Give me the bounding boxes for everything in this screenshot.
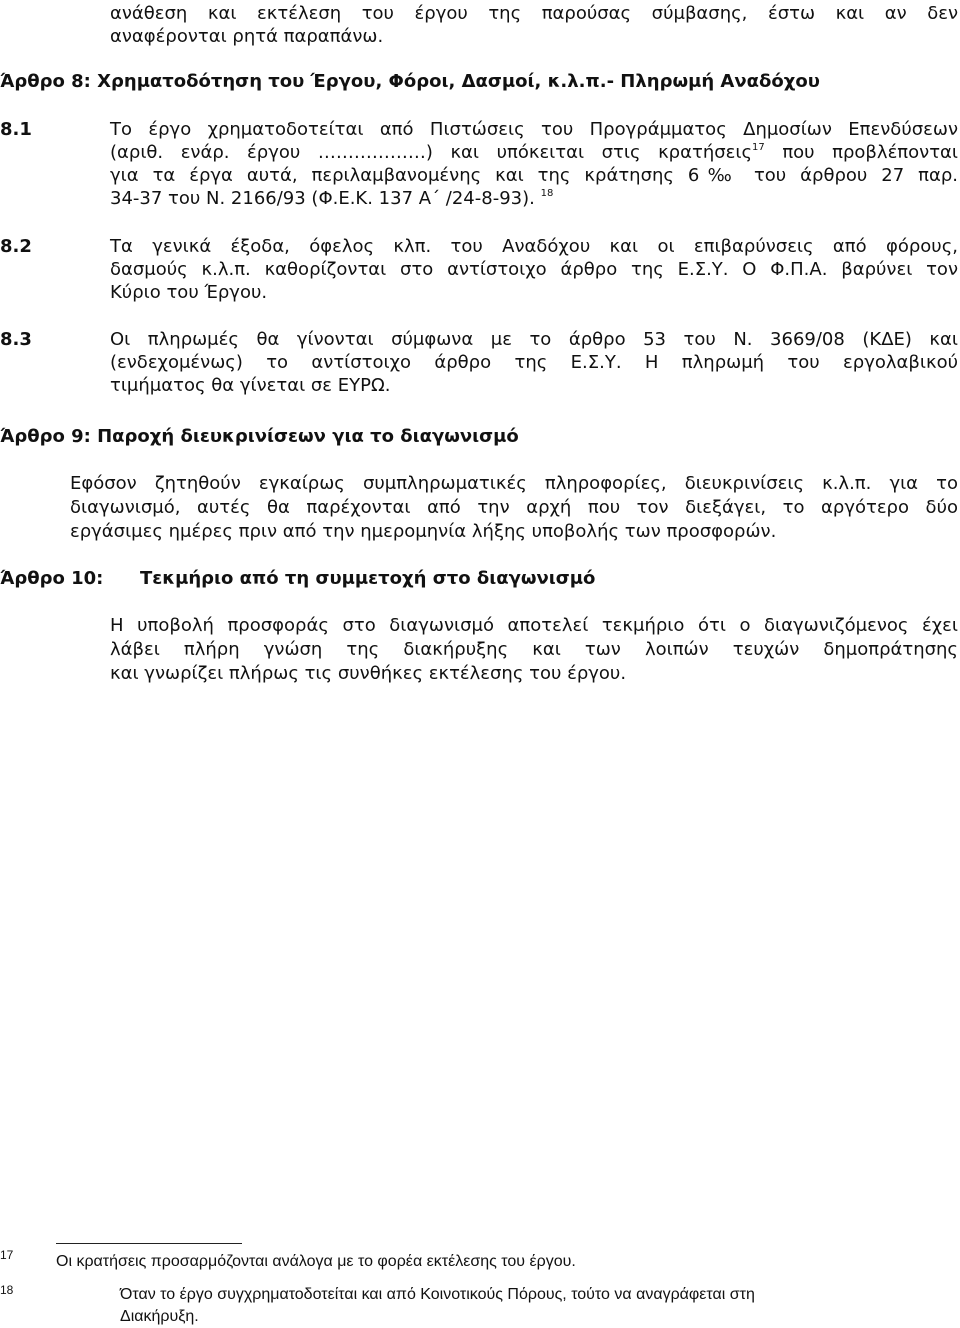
article-9-line-1: Εφόσον ζητηθούν εγκαίρως συμπληρωματικές πληροφορίες, διευκρινίσεις κ.λ.π. για το (70, 473, 958, 494)
paragraph-8-2-line-3: Κύριο του Έργου. (110, 282, 268, 303)
paragraph-8-1-line-3: για τα έργα αυτά, περιλαμβανομένης και της κράτησης 6‰ του άρθρου 27 παρ. (110, 165, 958, 186)
article-9-line-3: εργάσιμες ημέρες πριν από την ημερομηνία λήξης υποβολής των προσφορών. (70, 521, 777, 542)
footnote-18-number: 18 (0, 1283, 14, 1297)
article-10-label: Άρθρο 10: (0, 568, 104, 589)
article-10-line-3: και γνωρίζει πλήρως τις συνθήκες εκτέλεσης του έργου. (110, 663, 627, 684)
footnote-17-text: Οι κρατήσεις προσαρμόζονται ανάλογα με το φορέα εκτέλεσης του έργου. (56, 1253, 576, 1270)
paragraph-8-2-line-2: δασμούς κ.λ.π. καθορίζονται στο αντίστοιχο άρθρο της Ε.Σ.Υ. Ο Φ.Π.Α. βαρύνει τον (110, 259, 958, 280)
paragraph-8-3-line-2: (ενδεχομένως) το αντίστοιχο άρθρο της Ε.Σ.Υ. Η πληρωμή του εργολαβικού (110, 352, 958, 373)
paragraph-8-1-line-1: Το έργο χρηματοδοτείται από Πιστώσεις του Προγράμματος Δημοσίων Επενδύσεων (110, 119, 958, 140)
paragraph-8-1-line-4 (110, 187, 553, 210)
intro-line-1: ανάθεση και εκτέλεση του έργου της παρούσας σύμβασης, έστω και αν δεν (110, 3, 958, 24)
article-9-heading: Άρθρο 9: Παροχή διευκρινίσεων για το διαγωνισμό (0, 426, 519, 447)
paragraph-8-1-number: 8.1 (0, 119, 32, 140)
paragraph-8-2-number: 8.2 (0, 236, 32, 257)
footnote-ref-18: 18 (540, 188, 554, 199)
article-9-line-2: διαγωνισμό, αυτές θα παρέχονται από την αρχή που τον διεξάγει, το αργότερο δύο (70, 497, 958, 518)
paragraph-8-3-number: 8.3 (0, 329, 32, 350)
article-10-line-2: λάβει πλήρη γνώση της διακήρυξης και των λοιπών τευχών δημοπράτησης (110, 639, 958, 660)
line-text: που προβλέπονται (764, 142, 958, 163)
paragraph-8-3-line-3: τιμήματος θα γίνεται σε ΕΥΡΩ. (110, 375, 391, 396)
paragraph-8-3-line-1: Οι πληρωμές θα γίνονται σύμφωνα με το άρθρο 53 του Ν. 3669/08 (ΚΔΕ) και (110, 329, 958, 350)
article-8-heading: Άρθρο 8: Χρηματοδότηση του Έργου, Φόροι, Δασμοί, κ.λ.π.- Πληρωμή Αναδόχου (0, 71, 820, 92)
footnote-separator (56, 1243, 242, 1244)
line-text: 34-37 του Ν. 2166/93 (Φ.Ε.Κ. 137 Α΄ /24-8-93). (110, 188, 535, 209)
footnote-18-line-1: Όταν το έργο συγχρηματοδοτείται και από Κοινοτικούς Πόρους, τούτο να αναγράφεται στη (120, 1286, 755, 1303)
footnote-17-number: 17 (0, 1248, 14, 1262)
footnote-ref-17: 17 (752, 142, 765, 153)
article-10-title: Τεκμήριο από τη συμμετοχή στο διαγωνισμό (140, 568, 596, 589)
line-text: (αριθ. ενάρ. έργου ………………) και υπόκειται στις κρατήσεις (110, 142, 753, 163)
intro-line-2: αναφέρονται ρητά παραπάνω. (110, 26, 384, 47)
article-10-line-1: Η υποβολή προσφοράς στο διαγωνισμό αποτελεί τεκμήριο ότι ο διαγωνιζόμενος έχει (110, 615, 958, 636)
paragraph-8-2-line-1: Τα γενικά έξοδα, όφελος κλπ. του Αναδόχου και οι επιβαρύνσεις από φόρους, (110, 236, 958, 257)
paragraph-8-1-line-2 (110, 141, 958, 164)
footnote-18-line-2: Διακήρυξη. (120, 1308, 199, 1325)
